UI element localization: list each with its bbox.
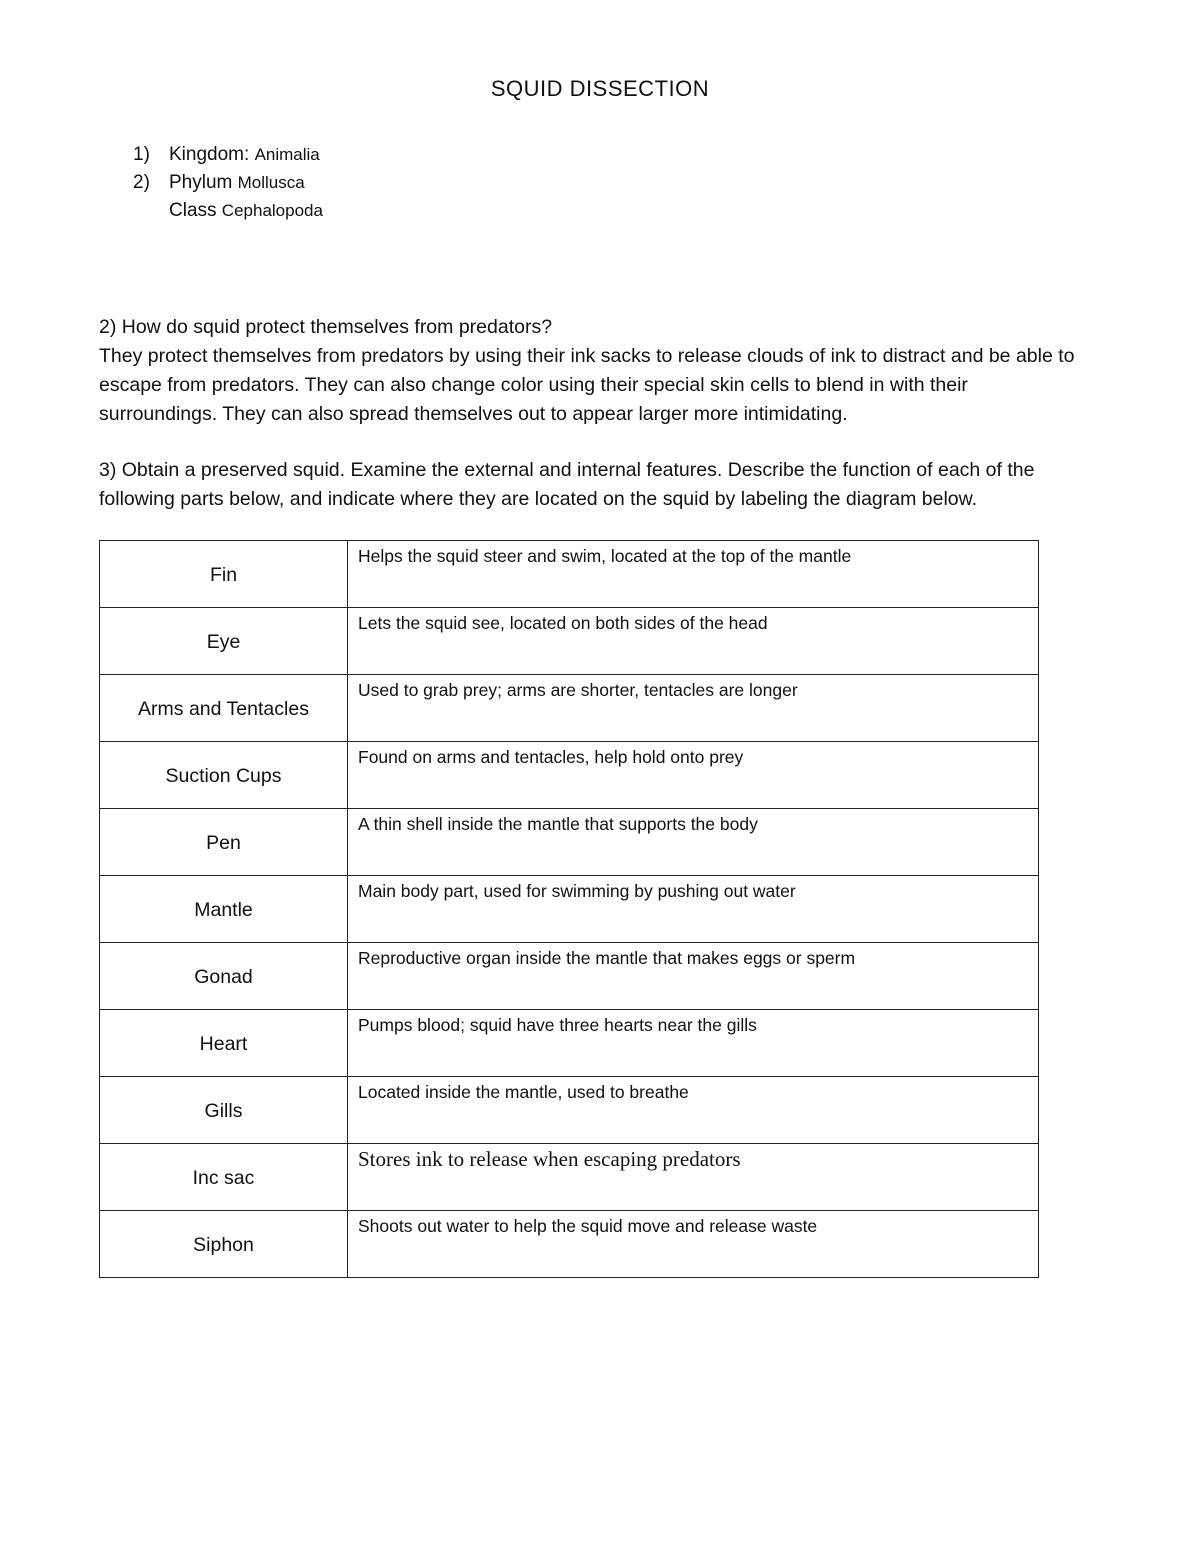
part-name: Pen xyxy=(100,809,348,876)
table-row xyxy=(100,1077,1039,1144)
part-description: Main body part, used for swimming by pushing out water xyxy=(348,876,1039,943)
question-2-answer: They protect themselves from predators by using their ink sacks to release clouds of ink to distract and be able to escape from predators. They can also change color using their special skin cells to blend in with their surroundings. They can also spread themselves out to appear larger more intimidating. xyxy=(99,345,1075,425)
table-row xyxy=(100,943,1039,1010)
table-row xyxy=(100,1211,1039,1278)
part-name: Inc sac xyxy=(100,1144,348,1211)
table-row xyxy=(100,1010,1039,1077)
class-value: Cephalopoda xyxy=(221,201,323,220)
question-2 xyxy=(99,313,1089,429)
part-description: Lets the squid see, located on both sides of the head xyxy=(348,608,1039,675)
part-description: Stores ink to release when escaping predators xyxy=(348,1144,1039,1211)
kingdom-value: Animalia xyxy=(254,145,320,164)
part-name: Fin xyxy=(100,541,348,608)
part-name: Gills xyxy=(100,1077,348,1144)
question-3-prompt: 3) Obtain a preserved squid. Examine the external and internal features. Describe the function of each of the following parts below, and indicate where they are located on the squid by labeling the diagram below. xyxy=(99,459,1035,510)
part-description: Helps the squid steer and swim, located at the top of the mantle xyxy=(348,541,1039,608)
part-description: Found on arms and tentacles, help hold onto prey xyxy=(348,742,1039,809)
phylum-number: 2) xyxy=(133,172,150,193)
part-name: Suction Cups xyxy=(100,742,348,809)
phylum-value: Mollusca xyxy=(237,173,305,192)
class-label: Class xyxy=(169,200,217,221)
part-description: Shoots out water to help the squid move and release waste xyxy=(348,1211,1039,1278)
part-name: Arms and Tentacles xyxy=(100,675,348,742)
part-name: Heart xyxy=(100,1010,348,1077)
part-name: Eye xyxy=(100,608,348,675)
question-2-prompt: 2) How do squid protect themselves from predators? xyxy=(99,316,553,338)
part-name: Mantle xyxy=(100,876,348,943)
phylum-label: Phylum xyxy=(169,172,233,193)
table-row xyxy=(100,541,1039,608)
part-description: Reproductive organ inside the mantle that makes eggs or sperm xyxy=(348,943,1039,1010)
table-row xyxy=(100,876,1039,943)
kingdom-label: Kingdom: xyxy=(169,144,250,165)
page-title: SQUID DISSECTION xyxy=(490,76,710,101)
part-name: Siphon xyxy=(100,1211,348,1278)
part-description: Pumps blood; squid have three hearts near the gills xyxy=(348,1010,1039,1077)
part-description: Used to grab prey; arms are shorter, tentacles are longer xyxy=(348,675,1039,742)
table-row xyxy=(100,742,1039,809)
table-row xyxy=(100,809,1039,876)
table-row xyxy=(100,608,1039,675)
question-3 xyxy=(99,456,1089,513)
part-description: A thin shell inside the mantle that supports the body xyxy=(348,809,1039,876)
classification-list xyxy=(133,141,323,225)
parts-table xyxy=(99,540,1039,1278)
part-name: Gonad xyxy=(100,943,348,1010)
table-row xyxy=(100,1144,1039,1211)
table-row xyxy=(100,675,1039,742)
kingdom-row xyxy=(133,141,323,169)
part-description: Located inside the mantle, used to breathe xyxy=(348,1077,1039,1144)
phylum-row xyxy=(133,169,323,197)
kingdom-number: 1) xyxy=(133,144,150,165)
class-row xyxy=(133,197,323,225)
